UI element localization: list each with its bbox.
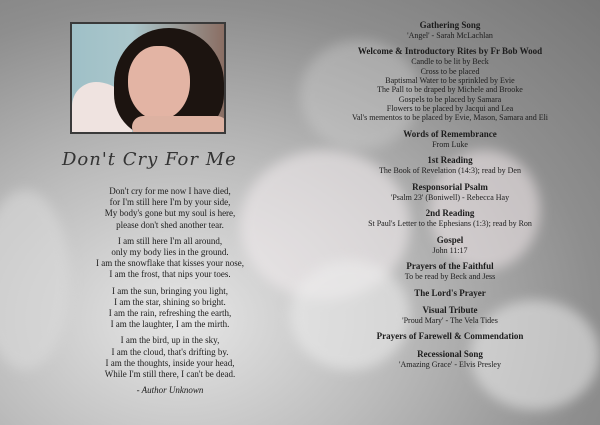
program-heading: Prayers of Farewell & Commendation (376, 331, 524, 342)
poem-line: I am the snowflake that kisses your nose, (96, 258, 244, 269)
portrait-face (128, 46, 190, 120)
program-heading: 2nd Reading (425, 208, 475, 219)
program-section (325, 261, 575, 281)
poem-line: I am the laughter, I am the mirth. (110, 319, 230, 330)
program-section (325, 349, 575, 369)
program-line: John 11:17 (432, 245, 468, 255)
program-section (325, 331, 575, 342)
portrait-photo (70, 22, 226, 134)
program-heading: Words of Remembrance (403, 128, 497, 139)
program-line: St Paul's Letter to the Ephesians (1:3); read by Ron (368, 219, 532, 229)
poem-line: I am still here I'm all around, (117, 235, 223, 246)
program-section (325, 46, 575, 122)
program-section (325, 182, 575, 202)
program-line: Cross to be placed (420, 66, 480, 76)
poem-line: My body's gone but my soul is here, (104, 208, 236, 219)
program-section (325, 208, 575, 228)
program-heading: Visual Tribute (422, 304, 478, 315)
program-line: 'Amazing Grace' - Elvis Presley (399, 359, 501, 369)
poem-stanza (40, 186, 300, 231)
program-line: Gospels to be placed by Samara (398, 94, 502, 104)
poem-line: I am the cloud, that's drifting by. (111, 346, 229, 357)
poem-line: I am the sun, bringing you light, (112, 285, 228, 296)
poem-line: Don't cry for me now I have died, (109, 186, 231, 196)
program-line: 'Psalm 23' (Boniwell) - Rebecca Hay (390, 192, 510, 202)
program-section (325, 155, 575, 175)
program-heading: 1st Reading (427, 155, 473, 166)
poem (40, 186, 300, 396)
program-section (325, 235, 575, 255)
poem-line: I am the star, shining so bright. (114, 296, 226, 307)
poem-line: While I'm still there, I can't be dead. (104, 369, 236, 380)
program-section (325, 288, 575, 299)
poem-line: for I'm still here I'm by your side, (109, 197, 231, 208)
poem-line: only my body lies in the ground. (111, 247, 229, 258)
poem-line: I am the frost, that nips your toes. (109, 269, 231, 280)
poem-line: I am the rain, refreshing the earth, (108, 308, 232, 319)
poem-stanza (40, 286, 300, 331)
poem-line: I am the thoughts, inside your head, (105, 357, 235, 368)
portrait-arm (132, 116, 226, 134)
program-line: Val's mementos to be placed by Evie, Mason, Samara and Eli (351, 113, 549, 123)
program-line: To be read by Beck and Jess (404, 272, 496, 282)
program-heading: Responsorial Psalm (412, 181, 488, 192)
program-line: Baptismal Water to be sprinkled by Evie (385, 76, 515, 86)
poem-stanza (40, 236, 300, 281)
program-line: 'Angel' - Sarah McLachlan (407, 31, 493, 40)
program-section (325, 305, 575, 325)
order-of-service (325, 20, 575, 375)
poem-author: - Author Unknown (136, 385, 204, 396)
program-section (325, 20, 575, 40)
program-line: From Luke (432, 139, 468, 149)
program-section (325, 129, 575, 149)
program-heading: Prayers of the Faithful (406, 261, 494, 272)
poem-stanza (40, 335, 300, 380)
program-heading: Welcome & Introductory Rites by Fr Bob Wood (357, 46, 543, 57)
program-line: Candle to be lit by Beck (411, 57, 489, 67)
program-heading: Recessional Song (417, 348, 483, 359)
program-line: The Pall to be draped by Michele and Brooke (377, 85, 523, 95)
poem-line: please don't shed another tear. (116, 219, 224, 230)
program-heading: Gospel (436, 234, 464, 245)
program-heading: The Lord's Prayer (414, 287, 486, 298)
poem-title: Don't Cry For Me (62, 149, 237, 170)
poem-line: I am the bird, up in the sky, (120, 335, 220, 346)
program-line: 'Proud Mary' - The Vela Tides (402, 315, 498, 325)
program-line: Flowers to be placed by Jacqui and Lea (386, 103, 514, 113)
program-heading: Gathering Song (419, 20, 481, 30)
program-line: The Book of Revelation (14:3); read by Den (379, 166, 521, 176)
